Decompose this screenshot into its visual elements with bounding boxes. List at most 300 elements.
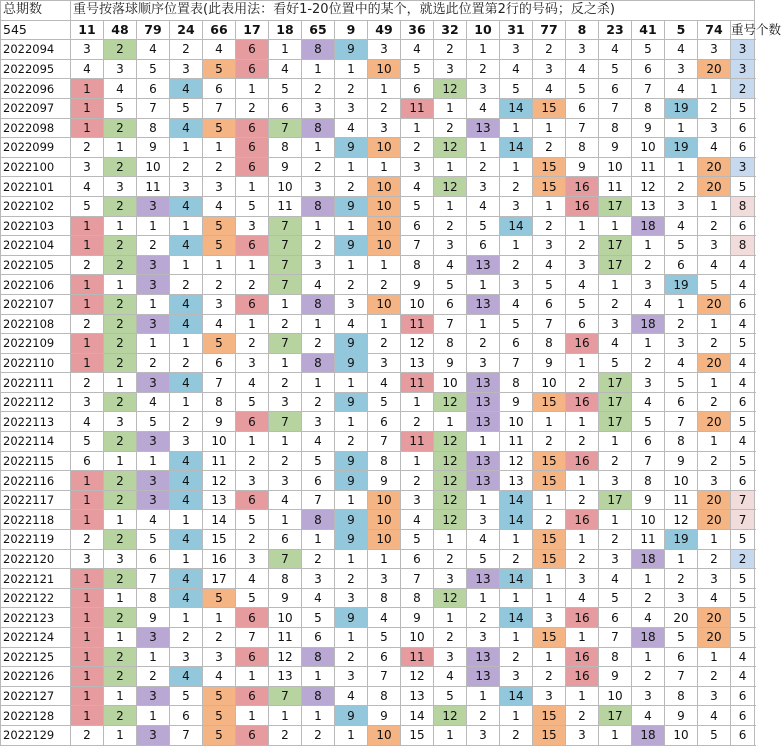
position-cell: 9 <box>566 157 599 177</box>
table-row <box>1 510 755 530</box>
position-cell: 2 <box>533 432 566 452</box>
position-cell: 2 <box>104 40 137 60</box>
position-cell: 9 <box>335 530 368 550</box>
position-cell: 10 <box>203 432 236 452</box>
position-cell: 1 <box>533 588 566 608</box>
position-cell: 3 <box>467 510 500 530</box>
position-cell: 2 <box>335 432 368 452</box>
position-cell: 3 <box>401 157 434 177</box>
position-cell: 7 <box>203 98 236 118</box>
position-cell: 1 <box>698 196 731 216</box>
position-cell: 5 <box>203 118 236 138</box>
position-cell: 14 <box>500 510 533 530</box>
position-cell: 3 <box>467 628 500 648</box>
position-cell: 2 <box>71 725 104 745</box>
position-cell: 17 <box>599 373 632 393</box>
repeat-count-cell: 3 <box>731 59 755 79</box>
position-cell: 11 <box>137 177 170 197</box>
period-cell: 2022100 <box>1 157 71 177</box>
position-cell: 3 <box>170 647 203 667</box>
position-cell: 2 <box>566 373 599 393</box>
position-cell: 5 <box>137 530 170 550</box>
period-cell: 2022116 <box>1 471 71 491</box>
position-cell: 1 <box>236 432 269 452</box>
position-cell: 1 <box>599 216 632 236</box>
position-cell: 2 <box>500 255 533 275</box>
position-cell: 2 <box>401 138 434 158</box>
position-cell: 1 <box>104 373 137 393</box>
table-row <box>1 255 755 275</box>
position-cell: 4 <box>632 294 665 314</box>
position-cell: 4 <box>203 667 236 687</box>
position-cell: 1 <box>335 255 368 275</box>
position-cell: 4 <box>467 98 500 118</box>
position-cell: 1 <box>599 725 632 745</box>
position-cell: 4 <box>401 510 434 530</box>
position-cell: 5 <box>434 275 467 295</box>
header-number: 8 <box>566 20 599 40</box>
position-cell: 5 <box>500 314 533 334</box>
position-cell: 9 <box>434 353 467 373</box>
position-cell: 2 <box>566 432 599 452</box>
position-cell: 1 <box>566 628 599 648</box>
position-cell: 1 <box>500 236 533 256</box>
position-cell: 4 <box>302 588 335 608</box>
position-cell: 1 <box>368 157 401 177</box>
position-cell: 6 <box>533 294 566 314</box>
position-cell: 9 <box>335 236 368 256</box>
position-cell: 4 <box>236 373 269 393</box>
position-cell: 5 <box>269 79 302 99</box>
position-cell: 4 <box>137 510 170 530</box>
repeat-count-cell: 4 <box>731 314 755 334</box>
position-cell: 5 <box>203 236 236 256</box>
position-cell: 12 <box>434 177 467 197</box>
position-cell: 9 <box>269 157 302 177</box>
period-cell: 2022103 <box>1 216 71 236</box>
position-cell: 4 <box>533 255 566 275</box>
position-cell: 1 <box>302 530 335 550</box>
position-cell: 2 <box>104 294 137 314</box>
position-cell: 1 <box>71 98 104 118</box>
position-cell: 3 <box>71 157 104 177</box>
position-cell: 1 <box>71 334 104 354</box>
position-cell: 7 <box>203 373 236 393</box>
position-cell: 2 <box>335 569 368 589</box>
position-cell: 8 <box>599 118 632 138</box>
position-cell: 5 <box>203 686 236 706</box>
position-cell: 2 <box>533 216 566 236</box>
period-cell: 2022112 <box>1 392 71 412</box>
period-cell: 2022101 <box>1 177 71 197</box>
position-cell: 1 <box>467 490 500 510</box>
table-row <box>1 98 755 118</box>
position-cell: 3 <box>137 255 170 275</box>
position-cell: 3 <box>467 725 500 745</box>
position-cell: 3 <box>71 549 104 569</box>
position-cell: 5 <box>236 196 269 216</box>
repeat-count-cell: 5 <box>731 530 755 550</box>
position-cell: 5 <box>698 275 731 295</box>
position-cell: 6 <box>434 294 467 314</box>
period-cell: 2022128 <box>1 706 71 726</box>
position-cell: 5 <box>467 549 500 569</box>
position-cell: 1 <box>533 412 566 432</box>
position-cell: 2 <box>599 294 632 314</box>
table-row <box>1 725 755 745</box>
table-row <box>1 138 755 158</box>
position-cell: 2 <box>170 353 203 373</box>
position-cell: 20 <box>698 353 731 373</box>
position-cell: 7 <box>137 98 170 118</box>
position-cell: 7 <box>269 118 302 138</box>
position-cell: 1 <box>269 432 302 452</box>
period-cell: 2022118 <box>1 510 71 530</box>
repeat-count-cell: 6 <box>731 706 755 726</box>
position-cell: 6 <box>665 255 698 275</box>
position-cell: 3 <box>137 628 170 648</box>
position-cell: 11 <box>599 177 632 197</box>
position-cell: 8 <box>302 294 335 314</box>
position-cell: 12 <box>500 451 533 471</box>
position-cell: 1 <box>71 275 104 295</box>
position-cell: 8 <box>302 196 335 216</box>
position-cell: 2 <box>632 353 665 373</box>
position-cell: 5 <box>665 236 698 256</box>
position-cell: 1 <box>236 255 269 275</box>
period-cell: 2022113 <box>1 412 71 432</box>
position-cell: 3 <box>236 471 269 491</box>
position-cell: 3 <box>434 647 467 667</box>
position-cell: 3 <box>632 275 665 295</box>
position-cell: 9 <box>203 412 236 432</box>
table-row <box>1 275 755 295</box>
position-cell: 3 <box>533 608 566 628</box>
position-cell: 1 <box>698 432 731 452</box>
position-cell: 16 <box>566 451 599 471</box>
position-cell: 5 <box>467 216 500 236</box>
period-cell: 2022129 <box>1 725 71 745</box>
position-cell: 10 <box>368 294 401 314</box>
position-cell: 5 <box>566 79 599 99</box>
position-cell: 11 <box>401 432 434 452</box>
repeat-count-cell: 6 <box>731 686 755 706</box>
position-cell: 12 <box>434 471 467 491</box>
repeat-count-header: 重号个数 <box>731 20 755 40</box>
position-cell: 1 <box>71 706 104 726</box>
position-cell: 10 <box>401 294 434 314</box>
position-cell: 3 <box>137 490 170 510</box>
position-cell: 1 <box>302 706 335 726</box>
position-cell: 3 <box>698 471 731 491</box>
position-cell: 6 <box>665 647 698 667</box>
position-cell: 13 <box>467 667 500 687</box>
repeat-count-cell: 4 <box>731 373 755 393</box>
position-cell: 19 <box>665 530 698 550</box>
position-cell: 7 <box>401 569 434 589</box>
position-cell: 1 <box>632 236 665 256</box>
position-cell: 2 <box>104 314 137 334</box>
position-cell: 6 <box>236 412 269 432</box>
position-cell: 3 <box>302 177 335 197</box>
position-cell: 12 <box>401 334 434 354</box>
position-cell: 4 <box>170 451 203 471</box>
position-cell: 2 <box>236 98 269 118</box>
position-cell: 5 <box>203 59 236 79</box>
period-cell: 2022109 <box>1 334 71 354</box>
position-cell: 2 <box>533 40 566 60</box>
position-cell: 1 <box>170 549 203 569</box>
position-cell: 3 <box>500 275 533 295</box>
position-cell: 14 <box>500 138 533 158</box>
position-cell: 3 <box>203 294 236 314</box>
position-cell: 4 <box>203 314 236 334</box>
repeat-count-cell: 6 <box>731 471 755 491</box>
position-cell: 11 <box>269 628 302 648</box>
position-cell: 3 <box>566 255 599 275</box>
position-cell: 1 <box>137 647 170 667</box>
position-cell: 2 <box>71 314 104 334</box>
position-cell: 8 <box>137 118 170 138</box>
position-cell: 15 <box>533 725 566 745</box>
position-cell: 2 <box>104 236 137 256</box>
position-cell: 5 <box>236 510 269 530</box>
position-cell: 2 <box>467 706 500 726</box>
position-cell: 8 <box>632 471 665 491</box>
position-cell: 4 <box>170 79 203 99</box>
position-cell: 2 <box>104 608 137 628</box>
position-cell: 10 <box>368 216 401 236</box>
table-row <box>1 706 755 726</box>
position-cell: 1 <box>335 549 368 569</box>
position-cell: 3 <box>500 667 533 687</box>
position-cell: 9 <box>137 608 170 628</box>
position-cell: 4 <box>434 255 467 275</box>
position-cell: 3 <box>368 40 401 60</box>
position-cell: 5 <box>236 392 269 412</box>
position-cell: 4 <box>368 608 401 628</box>
position-cell: 8 <box>302 353 335 373</box>
position-cell: 3 <box>401 490 434 510</box>
repeat-count-cell: 5 <box>731 608 755 628</box>
position-cell: 4 <box>170 490 203 510</box>
position-cell: 1 <box>302 373 335 393</box>
position-cell: 6 <box>566 314 599 334</box>
repeat-count-cell: 5 <box>731 628 755 648</box>
position-cell: 3 <box>302 98 335 118</box>
position-cell: 2 <box>467 608 500 628</box>
position-cell: 6 <box>269 530 302 550</box>
position-cell: 12 <box>434 490 467 510</box>
position-cell: 6 <box>236 118 269 138</box>
position-cell: 18 <box>632 725 665 745</box>
position-cell: 1 <box>434 196 467 216</box>
position-cell: 1 <box>500 157 533 177</box>
position-cell: 4 <box>632 608 665 628</box>
position-cell: 4 <box>500 59 533 79</box>
position-cell: 1 <box>533 647 566 667</box>
position-cell: 3 <box>137 686 170 706</box>
period-cell: 2022117 <box>1 490 71 510</box>
position-cell: 9 <box>335 40 368 60</box>
position-cell: 3 <box>71 392 104 412</box>
position-cell: 1 <box>71 236 104 256</box>
position-cell: 2 <box>203 275 236 295</box>
repeat-count-cell: 2 <box>731 549 755 569</box>
position-cell: 10 <box>368 138 401 158</box>
position-cell: 3 <box>665 59 698 79</box>
repeat-count-cell: 5 <box>731 98 755 118</box>
position-cell: 12 <box>434 510 467 530</box>
header-number: 65 <box>302 20 335 40</box>
position-cell: 2 <box>236 530 269 550</box>
position-cell: 8 <box>302 510 335 530</box>
position-cell: 4 <box>566 275 599 295</box>
table-row <box>1 686 755 706</box>
position-cell: 1 <box>71 569 104 589</box>
position-cell: 2 <box>302 236 335 256</box>
position-cell: 1 <box>467 432 500 452</box>
position-cell: 9 <box>368 706 401 726</box>
position-cell: 3 <box>104 59 137 79</box>
position-cell: 2 <box>137 667 170 687</box>
position-cell: 1 <box>137 706 170 726</box>
position-cell: 12 <box>434 79 467 99</box>
position-cell: 5 <box>137 412 170 432</box>
position-cell: 12 <box>203 471 236 491</box>
position-cell: 3 <box>137 196 170 216</box>
position-cell: 1 <box>71 79 104 99</box>
position-cell: 2 <box>599 451 632 471</box>
position-cell: 9 <box>335 334 368 354</box>
period-cell: 2022096 <box>1 79 71 99</box>
position-cell: 1 <box>335 412 368 432</box>
position-cell: 11 <box>203 451 236 471</box>
position-cell: 1 <box>434 412 467 432</box>
table-row <box>1 432 755 452</box>
position-cell: 7 <box>137 569 170 589</box>
position-cell: 2 <box>269 725 302 745</box>
position-cell: 2 <box>500 647 533 667</box>
position-cell: 6 <box>236 490 269 510</box>
position-cell: 1 <box>566 471 599 491</box>
position-cell: 15 <box>533 98 566 118</box>
position-cell: 1 <box>170 255 203 275</box>
position-cell: 1 <box>269 40 302 60</box>
position-cell: 5 <box>401 196 434 216</box>
position-cell: 5 <box>71 196 104 216</box>
position-cell: 1 <box>104 275 137 295</box>
position-cell: 10 <box>368 236 401 256</box>
position-cell: 6 <box>203 353 236 373</box>
position-cell: 10 <box>500 412 533 432</box>
position-cell: 1 <box>302 667 335 687</box>
position-cell: 6 <box>236 647 269 667</box>
position-cell: 1 <box>335 157 368 177</box>
position-cell: 3 <box>632 686 665 706</box>
header-number: 79 <box>137 20 170 40</box>
header-number: 5 <box>665 20 698 40</box>
position-cell: 4 <box>566 588 599 608</box>
position-cell: 1 <box>500 628 533 648</box>
position-cell: 1 <box>665 294 698 314</box>
position-cell: 1 <box>566 216 599 236</box>
position-cell: 9 <box>269 588 302 608</box>
header-number: 32 <box>434 20 467 40</box>
position-cell: 5 <box>434 686 467 706</box>
position-cell: 3 <box>665 588 698 608</box>
title-row <box>1 1 755 21</box>
table-row <box>1 40 755 60</box>
position-cell: 7 <box>368 432 401 452</box>
position-cell: 3 <box>137 373 170 393</box>
position-cell: 11 <box>632 530 665 550</box>
position-cell: 2 <box>104 471 137 491</box>
position-cell: 3 <box>302 569 335 589</box>
position-cell: 2 <box>434 216 467 236</box>
table-row <box>1 608 755 628</box>
table-row <box>1 569 755 589</box>
position-cell: 1 <box>434 530 467 550</box>
position-cell: 6 <box>236 138 269 158</box>
position-cell: 2 <box>170 275 203 295</box>
position-cell: 6 <box>632 59 665 79</box>
position-cell: 2 <box>665 569 698 589</box>
position-cell: 9 <box>335 138 368 158</box>
position-cell: 5 <box>401 59 434 79</box>
position-cell: 4 <box>137 392 170 412</box>
position-cell: 9 <box>335 706 368 726</box>
position-cell: 1 <box>698 647 731 667</box>
position-cell: 2 <box>302 392 335 412</box>
position-cell: 1 <box>368 549 401 569</box>
position-cell: 2 <box>104 490 137 510</box>
position-cell: 4 <box>698 706 731 726</box>
position-cell: 15 <box>401 725 434 745</box>
position-cell: 1 <box>434 725 467 745</box>
position-cell: 3 <box>533 236 566 256</box>
position-cell: 12 <box>434 138 467 158</box>
position-cell: 20 <box>698 412 731 432</box>
position-cell: 14 <box>203 510 236 530</box>
position-cell: 20 <box>698 59 731 79</box>
position-cell: 3 <box>104 549 137 569</box>
position-cell: 5 <box>137 59 170 79</box>
position-cell: 1 <box>467 275 500 295</box>
position-cell: 2 <box>302 79 335 99</box>
position-cell: 2 <box>269 373 302 393</box>
position-cell: 3 <box>599 549 632 569</box>
position-cell: 3 <box>203 647 236 667</box>
position-cell: 1 <box>71 216 104 236</box>
position-cell: 4 <box>434 667 467 687</box>
position-cell: 12 <box>434 392 467 412</box>
position-cell: 3 <box>137 275 170 295</box>
position-cell: 10 <box>368 725 401 745</box>
position-cell: 9 <box>599 138 632 158</box>
position-cell: 6 <box>368 412 401 432</box>
position-cell: 2 <box>467 334 500 354</box>
position-cell: 4 <box>698 255 731 275</box>
position-cell: 10 <box>368 530 401 550</box>
position-cell: 17 <box>599 255 632 275</box>
position-cell: 8 <box>665 432 698 452</box>
position-cell: 2 <box>368 98 401 118</box>
position-cell: 9 <box>137 138 170 158</box>
header-number: 10 <box>467 20 500 40</box>
position-cell: 4 <box>203 196 236 216</box>
position-cell: 1 <box>137 294 170 314</box>
